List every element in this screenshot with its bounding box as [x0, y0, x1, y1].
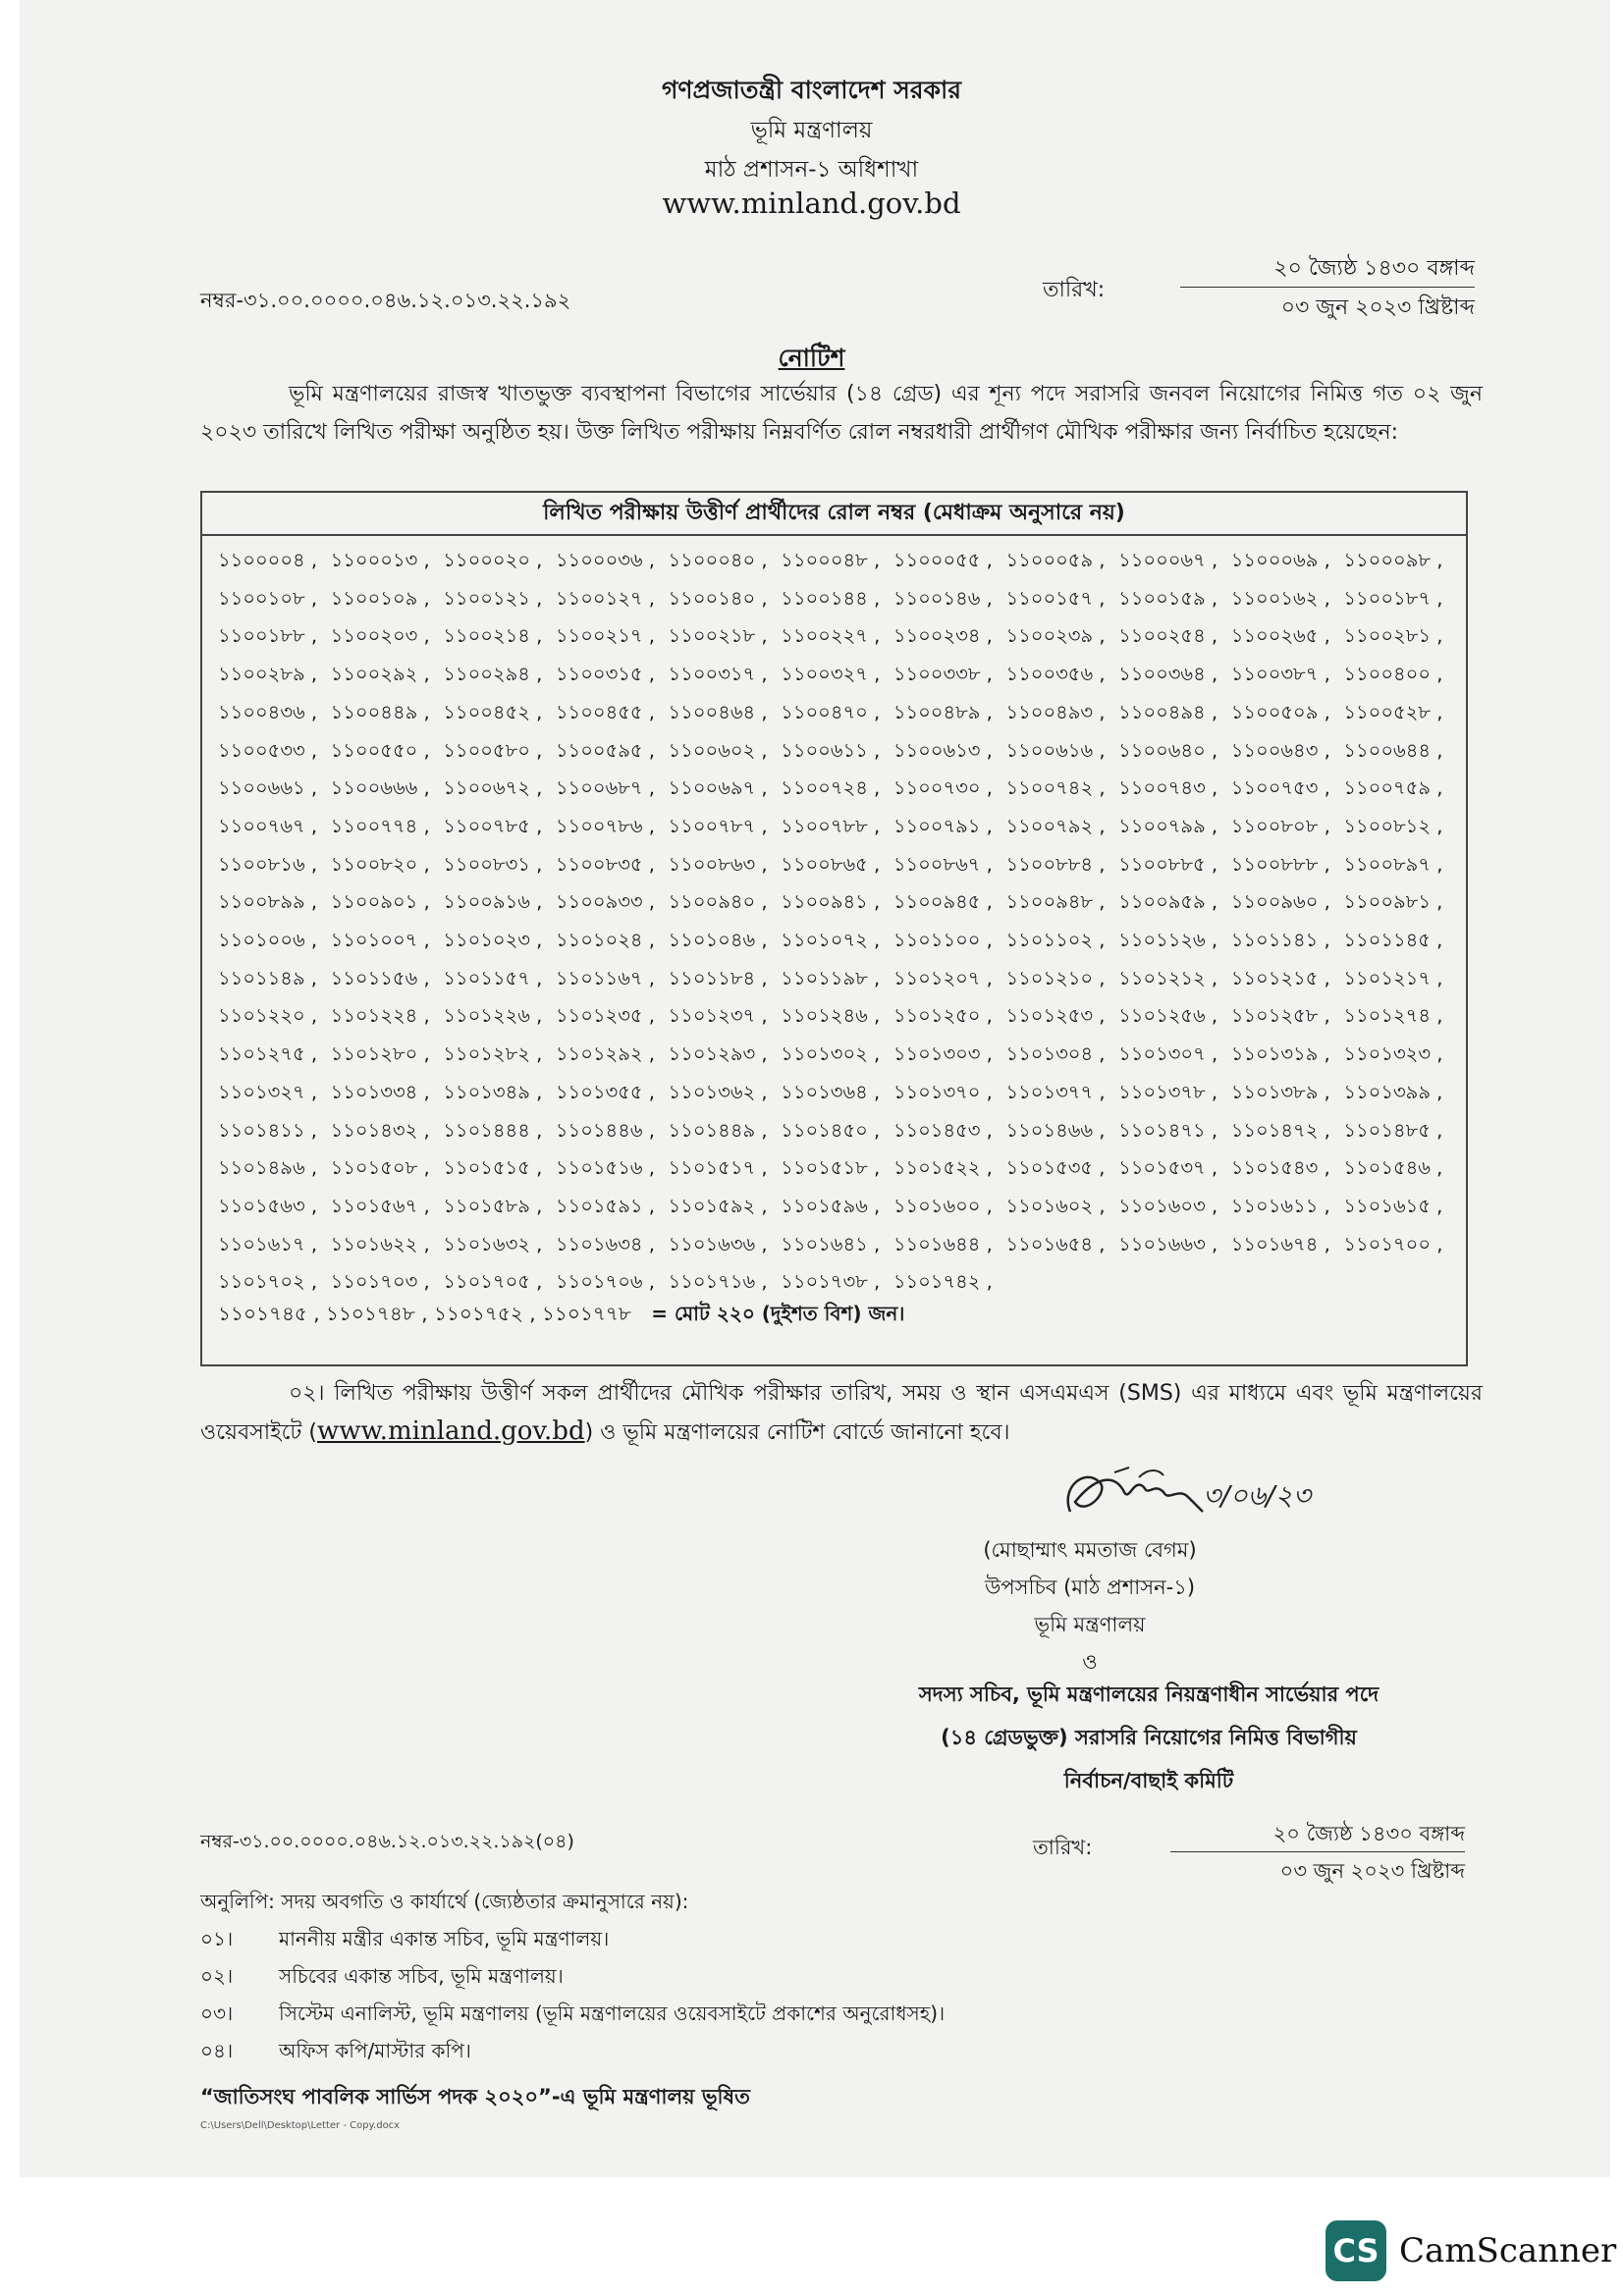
roll-table [200, 491, 1468, 1366]
roll-number: ১১০০৬৮৭ , [555, 776, 655, 800]
roll-number: ১১০০২১৮ , [668, 624, 768, 648]
roll-number: ১১০০১০৮ , [218, 586, 318, 610]
total-count: = মোট ২২০ (দুইশত বিশ) জন। [651, 1302, 905, 1325]
roll-number: ১১০০২৩৪ , [893, 624, 993, 648]
roll-number: ১১০১০২৩ , [443, 929, 543, 952]
memo-number: নম্বর-৩১.০০.০০০০.০৪৬.১২.০১৩.২২.১৯২ [200, 289, 571, 312]
roll-number: ১১০০০৬৭ , [1118, 549, 1218, 571]
roll-number: ১১০১৫৮৯ , [443, 1194, 543, 1217]
roll-number: ১১০১৬৪১ , [781, 1232, 881, 1255]
roll-number: ১১০০২২৭ , [781, 624, 881, 648]
roll-number: ১১০১৩৪৯ , [443, 1080, 543, 1103]
roll-number: ১১০০৩৮৭ , [1230, 663, 1330, 686]
roll-number: ১১০০০৪৮ , [781, 549, 881, 571]
roll-number: ১১০১২৭৪ , [1343, 1004, 1443, 1028]
roll-number: ১১০১১৪১ , [1230, 929, 1330, 952]
roll-number: ১১০১৪৩২ , [330, 1118, 430, 1142]
roll-number: ১১০১৫৯৬ , [781, 1194, 881, 1217]
roll-number: ১১০০৭৮৭ , [668, 814, 768, 837]
roll-number: ১১০১৬১৫ , [1343, 1194, 1443, 1217]
roll-number: ১১০০২৮৯ , [218, 663, 318, 686]
roll-number: ১১০০৮০৮ , [1230, 814, 1330, 837]
roll-number: ১১০১১০০ , [893, 929, 993, 952]
roll-number: ১১০১২২৬ , [443, 1004, 543, 1028]
roll-number: ১১০০২১৭ , [555, 624, 655, 648]
roll-number: ১১০১৬৩২ , [443, 1232, 543, 1255]
roll-number: ১১০০৩৫৬ , [1005, 663, 1106, 686]
roll-number: ১১০১৩০৭ , [1118, 1042, 1218, 1066]
roll-number: ১১০০৯৮১ , [1343, 890, 1443, 914]
roll-number: ১১০০৮৩১ , [443, 852, 543, 876]
date-bangla: ২০ জ্যৈষ্ঠ ১৪৩০ বঙ্গাব্দ [1273, 256, 1475, 281]
roll-number: ১১০১৭০৫ , [443, 1270, 543, 1294]
notice-paragraph [200, 375, 1483, 452]
roll-number: ১১০১৫৬৩ , [218, 1194, 318, 1217]
roll-number: ১১০০৯৪৫ , [893, 890, 993, 914]
roll-number: ১১০০৪৭০ , [781, 700, 881, 723]
roll-number: ১১০১৫১৫ , [443, 1156, 543, 1180]
paragraph-1-text: ভূমি মন্ত্রণালয়ের রাজস্ব খাতভুক্ত ব্যবস্থাপনা বিভাগের সার্ভেয়ার (১৪ গ্রেড) এর শূন্য পদে সরাসরি জনবল নিয়োগের নিমিত্ত গত ০২ জুন ২০২৩ তারিখে লিখিত পরীক্ষা অনুষ্ঠিত হয়। উক্ত লিখিত পরীক্ষায় নিম্নবর্ণিত রোল নম্বরধারী প্রার্থীগণ মৌখিক পরীক্ষার জন্য নির্বাচিত হয়েছেন: [200, 382, 1483, 445]
roll-number: ১১০০২১৪ , [443, 624, 543, 648]
committee-line-2: (১৪ গ্রেডভুক্ত) সরাসরি নিয়োগের নিমিত্ত বিভাগীয় [941, 1726, 1357, 1749]
branch-name: মাঠ প্রশাসন-১ অধিশাখা [704, 157, 919, 183]
roll-number: ১১০১২৮২ , [443, 1042, 543, 1066]
roll-number: ১১০১১৮৪ , [668, 966, 768, 989]
roll-number: ১১০১৭০৬ , [555, 1270, 655, 1294]
roll-number: ১১০১৬০৩ , [1118, 1194, 1218, 1217]
roll-number: ১১০০৬৬৬ , [330, 776, 430, 800]
roll-number: ১১০০০২০ , [443, 549, 543, 571]
date-english: ০৩ জুন ২০২৩ খ্রিষ্টাব্দ [1280, 295, 1475, 320]
roll-number: ১১০০৬৬১ , [218, 776, 318, 800]
roll-number: ১১০০৮৮৮ , [1230, 852, 1330, 876]
roll-number: ১১০১৩৭৭ , [1005, 1080, 1106, 1103]
roll-number: ১১০১৩৯৯ , [1343, 1080, 1443, 1103]
roll-number: ১১০১৬৩৪ , [555, 1232, 655, 1255]
roll-number: ১১০১৫২২ , [893, 1156, 993, 1180]
roll-number: ১১০১৫১৮ , [781, 1156, 881, 1180]
roll-number: ১১০১৪৭১ , [1118, 1118, 1218, 1142]
roll-number: ১১০১৫১৬ , [555, 1156, 655, 1180]
roll-number: ১১০০৬০২ , [668, 738, 768, 762]
roll-number: ১১০০২০৩ , [330, 624, 430, 648]
roll-number: ১১০১২৯২ , [555, 1042, 655, 1066]
roll-number: ১১০০০৫৫ , [893, 549, 993, 571]
date-divider-2 [1170, 1851, 1465, 1852]
award-footer: “জাতিসংঘ পাবলিক সার্ভিস পদক ২০২০”-এ ভূমি মন্ত্রণালয় ভূষিত [200, 2085, 750, 2109]
roll-number: ১১০১৪৫৩ , [893, 1118, 993, 1142]
roll-number: ১১০০৮৬৩ , [668, 852, 768, 876]
roll-number: ১১০১৫৩৭ , [1118, 1156, 1218, 1180]
roll-number: ১১০১৩৬৪ , [781, 1080, 881, 1103]
roll-number: ১১০১১৫৭ , [443, 966, 543, 989]
roll-number: ১১০১৫৯১ , [555, 1194, 655, 1217]
roll-table-header: লিখিত পরীক্ষায় উত্তীর্ণ প্রার্থীদের রোল নম্বর (মেধাক্রম অনুসারে নয়) [202, 493, 1466, 536]
roll-number: ১১০১৪৬৬ , [1005, 1118, 1106, 1142]
roll-number: ১১০০৪৩৬ , [218, 700, 318, 723]
roll-number: ১১০১৬৭৪ , [1230, 1232, 1330, 1255]
roll-number: ১১০০৭৫৯ , [1343, 776, 1443, 800]
roll-number: ১১০১২১৫ , [1230, 966, 1330, 989]
roll-number: ১১০১৬৬৩ , [1118, 1232, 1218, 1255]
roll-number: ১১০০১৪৪ , [781, 586, 881, 610]
roll-number: ১১০১২২৪ , [330, 1004, 430, 1028]
paragraph-2-text-b: ) ও ভূমি মন্ত্রণালয়ের নোটিশ বোর্ডে জানানো হবে। [584, 1420, 1010, 1445]
roll-number: ১১০১৩২৩ , [1343, 1042, 1443, 1066]
camscanner-logo-icon: CS [1325, 2220, 1386, 2281]
roll-number: ১১০১২০৭ , [893, 966, 993, 989]
roll-number: ১১০০৫০৯ , [1230, 700, 1330, 723]
roll-number: ১১০১৭১৬ , [668, 1270, 768, 1294]
roll-number: ১১০১৩৭০ , [893, 1080, 993, 1103]
roll-number: ১১০১২৯৩ , [668, 1042, 768, 1066]
roll-number: ১১০০৮৮৫ , [1118, 852, 1218, 876]
signatory-designation: উপসচিব (মাঠ প্রশাসন-১) [984, 1575, 1196, 1599]
roll-number: ১১০১৪৫০ , [781, 1118, 881, 1142]
roll-number: ১১০১৩৬২ , [668, 1080, 768, 1103]
roll-number: ১১০০৬১১ , [781, 738, 881, 762]
roll-number: ১১০০৮৯৭ , [1343, 852, 1443, 876]
roll-number: ১১০০৭৯১ , [893, 814, 993, 837]
roll-number: ১১০০৮৬৭ , [893, 852, 993, 876]
roll-number: ১১০০২৯৪ , [443, 663, 543, 686]
roll-number: ১১০১২৫৬ , [1118, 1004, 1218, 1028]
roll-number: ১১০০১২৭ , [555, 586, 655, 610]
roll-number: ১১০০৫৯৫ , [555, 738, 655, 762]
roll-number: ১১০০৮৯৯ , [218, 890, 318, 914]
roll-number: ১১০১৬১৭ , [218, 1232, 318, 1255]
notice-paragraph-2 [200, 1374, 1483, 1452]
roll-number: ১১০১৩৭৮ , [1118, 1080, 1218, 1103]
roll-number: ১১০০২৮১ , [1343, 624, 1443, 648]
website-link[interactable]: www.minland.gov.bd [662, 187, 961, 220]
roll-number: ১১০১৬৪৪ , [893, 1232, 993, 1255]
roll-number: ১১০০৩১৭ , [668, 663, 768, 686]
roll-number: ১১০০৪৮৯ , [893, 700, 993, 723]
roll-number: ১১০১৫৯২ , [668, 1194, 768, 1217]
roll-number: ১১০১৩২৭ , [218, 1080, 318, 1103]
roll-number: ১১০০৪৪৯ , [330, 700, 430, 723]
roll-number: ১১০১৭৩৮ , [781, 1270, 881, 1294]
roll-number: ১১০০৪৫৫ , [555, 700, 655, 723]
roll-number: ১১০০১৬২ , [1230, 586, 1330, 610]
roll-number: ১১০১৩৩৪ , [330, 1080, 430, 1103]
roll-number: ১১০১৭০০ , [1343, 1232, 1443, 1255]
roll-number: ১১০০৮২০ , [330, 852, 430, 876]
roll-number: ১১০০৩৩৮ , [893, 663, 993, 686]
roll-number: ১১০১৫০৮ , [330, 1156, 430, 1180]
roll-number: ১১০০০৩৬ , [555, 549, 656, 571]
roll-number: ১১০০৪৬৪ , [668, 700, 768, 723]
roll-number: ১১০০৫৫০ , [330, 738, 430, 762]
roll-number: ১১০১২২০ , [218, 1004, 318, 1028]
roll-number: ১১০১২৩৫ , [555, 1004, 655, 1028]
roll-number: ১১০০৮৮৪ , [1005, 852, 1106, 876]
roll-number: ১১০১৪৪৯ , [668, 1118, 768, 1142]
roll-number: ১১০১৬০২ , [1005, 1194, 1106, 1217]
roll-number: ১১০০১৮৮ , [218, 624, 318, 648]
ministry-name: ভূমি মন্ত্রণালয় [750, 118, 873, 143]
roll-number: ১১০০৬৪৩ , [1230, 738, 1330, 762]
roll-number: ১১০০৭৬৭ , [218, 814, 318, 837]
roll-number: ১১০০৫২৮ , [1343, 700, 1443, 723]
roll-number: ১১০১৫৪৩ , [1230, 1156, 1330, 1180]
roll-number: ১১০০৪৯৩ , [1005, 700, 1106, 723]
roll-number: ১১০১২১০ , [1005, 966, 1106, 989]
roll-number: ১১০০৪০০ , [1343, 663, 1443, 686]
roll-number: ১১০১৫৪৬ , [1343, 1156, 1443, 1180]
roll-number: ১১০১২৪৬ , [781, 1004, 881, 1028]
roll-number: ১১০০৬৯৭ , [668, 776, 768, 800]
copy-item: ০২। সচিবের একান্ত সচিব, ভূমি মন্ত্রণালয়। [200, 1964, 564, 1988]
roll-number: ১১০১৩৮৯ , [1230, 1080, 1330, 1103]
roll-number: ১১০১০২৪ , [555, 929, 655, 952]
roll-number: ১১০১৫১৭ , [668, 1156, 768, 1180]
copy-item: ০৩। সিস্টেম এনালিস্ট, ভূমি মন্ত্রণালয় (ভূমি মন্ত্রণালয়ের ওয়েবসাইটে প্রকাশের অনুরোধসহ)। [200, 2002, 946, 2025]
roll-number: ১১০০৩১৫ , [555, 663, 655, 686]
roll-number: ১১০১২৫৮ , [1230, 1004, 1330, 1028]
date-divider [1180, 287, 1475, 288]
roll-number: ১১০০৬১৬ , [1005, 738, 1106, 762]
roll-number: ১১০১১৯৮ , [781, 966, 881, 989]
roll-number: ১১০০৮৬৫ , [781, 852, 881, 876]
signature-image [1055, 1458, 1389, 1536]
roll-number: ১১০০১৪৬ , [893, 586, 993, 610]
roll-number: ১১০১০৭২ , [781, 929, 881, 952]
roll-number: ১১০০৯৪৮ , [1005, 890, 1106, 914]
roll-number: ১১০১৭০২ , [218, 1270, 318, 1294]
roll-number: ১১০০০১৩ , [330, 549, 430, 571]
committee-line-3: নির্বাচন/বাছাই কমিটি [1063, 1769, 1234, 1792]
roll-number: ১১০১৭৪২ , [893, 1270, 993, 1294]
roll-number: ১১০০৯০১ , [330, 890, 430, 914]
copy-list [200, 1883, 945, 2069]
committee-block [805, 1673, 1492, 1802]
roll-number: ১১০০৯৪১ , [781, 890, 881, 914]
roll-number: ১১০০৭২৪ , [781, 776, 881, 800]
roll-number: ১১০০৪৯৪ , [1118, 700, 1218, 723]
roll-number: ১১০০৬৪৪ , [1343, 738, 1443, 762]
date-label: তারিখ: [1043, 278, 1106, 302]
roll-number: ১১০০১০৯ , [330, 586, 430, 610]
roll-number: ১১০০১৫৯ , [1118, 586, 1218, 610]
roll-number: ১১০০৭৯৯ , [1118, 814, 1218, 837]
roll-number: ১১০০৭৮৮ , [781, 814, 881, 837]
roll-number: ১১০১৩১৯ , [1230, 1042, 1330, 1066]
roll-number: ১১০১০০৭ , [330, 929, 430, 952]
roll-number: ১১০১০০৬ , [218, 929, 318, 952]
last-rolls: ১১০১৭৪৫ , ১১০১৭৪৮ , ১১০১৭৫২ , ১১০১৭৭৮ [218, 1302, 631, 1325]
copy-item: ০১। মাননীয় মন্ত্রীর একান্ত সচিব, ভূমি মন্ত্রণালয়। [200, 1927, 610, 1950]
roll-number: ১১০১৫৬৭ , [330, 1194, 430, 1217]
roll-number: ১১০১২৫০ , [893, 1004, 993, 1028]
roll-number: ১১০০২৫৪ , [1118, 624, 1218, 648]
date-label-2: তারিখ: [1033, 1836, 1093, 1859]
roll-number: ১১০০৭৪২ , [1005, 776, 1106, 800]
roll-number: ১১০০৬১৩ , [893, 738, 993, 762]
roll-number: ১১০১৬৩৬ , [668, 1232, 768, 1255]
roll-number: ১১০১২৩৭ , [668, 1004, 768, 1028]
roll-number: ১১০০১২১ , [443, 586, 543, 610]
roll-number: ১১০১৪৯৬ , [218, 1156, 318, 1180]
roll-number: ১১০০৫৮০ , [443, 738, 543, 762]
roll-number: ১১০১৫৩৫ , [1005, 1156, 1106, 1180]
roll-number: ১১০০২৬৫ , [1230, 624, 1330, 648]
roll-number: ১১০১৪৮৫ , [1343, 1118, 1443, 1142]
roll-number: ১১০০৭৪৩ , [1118, 776, 1218, 800]
signatory-office: ভূমি মন্ত্রণালয় [1034, 1613, 1146, 1636]
roll-number: ১১০১০৪৬ , [668, 929, 768, 952]
roll-number: ১১০১৩৫৫ , [555, 1080, 655, 1103]
roll-total-line [218, 1300, 904, 1332]
roll-number: ১১০০৮৩৫ , [555, 852, 655, 876]
roll-number: ১১০০২৩৯ , [1005, 624, 1106, 648]
roll-number: ১১০১২১২ , [1118, 966, 1218, 989]
roll-number: ১১০০৭৮৬ , [555, 814, 655, 837]
roll-number: ১১০১২৭৫ , [218, 1042, 318, 1066]
roll-number: ১১০১২৮০ , [330, 1042, 430, 1066]
roll-number: ১১০০৩৬৪ , [1118, 663, 1218, 686]
committee-line-1: সদস্য সচিব, ভূমি মন্ত্রণালয়ের নিয়ন্ত্রণাধীন সার্ভেয়ার পদে [918, 1682, 1380, 1706]
roll-number: ১১০০১৮৭ , [1343, 586, 1443, 610]
roll-number: ১১০০১৪০ , [668, 586, 768, 610]
signatory-block [835, 1531, 1345, 1681]
roll-number: ১১০১৬০০ , [893, 1194, 993, 1217]
roll-number: ১১০১৩০৪ , [1005, 1042, 1106, 1066]
memo-number-2: নম্বর-৩১.০০.০০০০.০৪৬.১২.০১৩.২২.১৯২(০৪) [200, 1831, 574, 1852]
roll-number: ১১০১৩০৩ , [893, 1042, 993, 1066]
copy-item: ০৪। অফিস কপি/মাস্টার কপি। [200, 2039, 471, 2062]
roll-number: ১১০০৭৩০ , [893, 776, 993, 800]
roll-number: ১১০০০০৪ , [218, 549, 318, 571]
roll-number: ১১০০৮১২ , [1343, 814, 1443, 837]
roll-number: ১১০১৪৪৪ , [443, 1118, 543, 1142]
roll-number: ১১০১৪৭২ , [1230, 1118, 1330, 1142]
roll-number: ১১০১৩০২ , [781, 1042, 881, 1066]
date-bangla-2: ২০ জ্যৈষ্ঠ ১৪৩০ বঙ্গাব্দ [1272, 1822, 1465, 1845]
signatory-and: ও [1082, 1650, 1098, 1674]
camscanner-label: CamScanner [1399, 2231, 1617, 2270]
roll-number: ১১০১৬২২ , [330, 1232, 430, 1255]
roll-number: ১১০০২৯২ , [330, 663, 430, 686]
signatory-name: (মোছাম্মাৎ মমতাজ বেগম) [983, 1538, 1197, 1562]
roll-number: ১১০০৭৯২ , [1005, 814, 1106, 837]
file-path-note: C:\Users\Dell\Desktop\Letter - Copy.docx [200, 2120, 401, 2131]
roll-number: ১১০০০৫৯ , [1005, 549, 1106, 571]
roll-number: ১১০১৭০৩ , [330, 1270, 430, 1294]
roll-number: ১১০০৯৫৯ , [1118, 890, 1218, 914]
roll-number: ১১০০৬৭২ , [443, 776, 543, 800]
roll-number: ১১০১২৫৩ , [1005, 1004, 1106, 1028]
roll-number: ১১০০৯৪০ , [668, 890, 768, 914]
government-title: গণপ্রজাতন্ত্রী বাংলাদেশ সরকার [662, 76, 961, 104]
roll-number: ১১০০৬৪০ , [1118, 738, 1218, 762]
roll-number: ১১০০১৫৭ , [1005, 586, 1106, 610]
roll-number: ১১০১৪১১ , [218, 1118, 317, 1142]
roll-number: ১১০০৭৭৪ , [330, 814, 430, 837]
roll-number: ১১০১১৬৭ , [555, 966, 655, 989]
roll-number: ১১০০৭৮৫ , [443, 814, 543, 837]
roll-number: ১১০১১৫৬ , [330, 966, 430, 989]
roll-number: ১১০০৭৫৩ , [1230, 776, 1330, 800]
date-english-2: ০৩ জুন ২০২৩ খ্রিষ্টাব্দ [1279, 1859, 1465, 1883]
copy-list-intro: অনুলিপি: সদয় অবগতি ও কার্যার্থে (জ্যেষ্ঠতার ক্রমানুসারে নয়): [200, 1890, 689, 1913]
roll-number: ১১০০৯৬০ , [1230, 890, 1330, 914]
roll-number: ১১০০০৬৯ , [1230, 549, 1330, 571]
roll-number: ১১০১১০২ , [1005, 929, 1106, 952]
roll-number: ১১০০৪৫২ , [443, 700, 543, 723]
roll-list [202, 536, 1466, 1302]
roll-number: ১১০১৪৪৬ , [555, 1118, 655, 1142]
roll-number: ১১০১২১৭ , [1343, 966, 1443, 989]
roll-number: ১১০০৩২৭ , [781, 663, 881, 686]
website-link-inline[interactable]: www.minland.gov.bd [317, 1416, 585, 1446]
roll-number: ১১০০৮১৬ , [218, 852, 318, 876]
roll-number: ১১০০০৯৮ , [1343, 549, 1443, 571]
signature-date: ৩/০৬/২৩ [1203, 1479, 1311, 1512]
roll-number: ১১০১৬৫৪ , [1005, 1232, 1106, 1255]
paragraph-2-text-a: ০২। লিখিত পরীক্ষায় উত্তীর্ণ সকল প্রার্থীদের মৌখিক পরীক্ষার তারিখ, সময় ও স্থান এসএমএস (SMS) এর মাধ্যমে এবং ভূমি মন্ত্রণালয়ের ওয়েবসাইটে ( [200, 1381, 1483, 1445]
roll-number: ১১০০০৪০ , [668, 549, 768, 571]
roll-number: ১১০১১৪৫ , [1343, 929, 1443, 952]
roll-number: ১১০০৫৩৩ , [218, 738, 318, 762]
roll-number: ১১০১১৪৯ , [218, 966, 317, 989]
roll-number: ১১০০৯১৬ , [443, 890, 543, 914]
roll-number: ১১০১১২৬ , [1118, 929, 1218, 952]
notice-title: নোটিশ [778, 344, 845, 372]
roll-number: ১১০০৯৩৩ , [555, 890, 655, 914]
roll-number: ১১০১৬১১ , [1230, 1194, 1330, 1217]
